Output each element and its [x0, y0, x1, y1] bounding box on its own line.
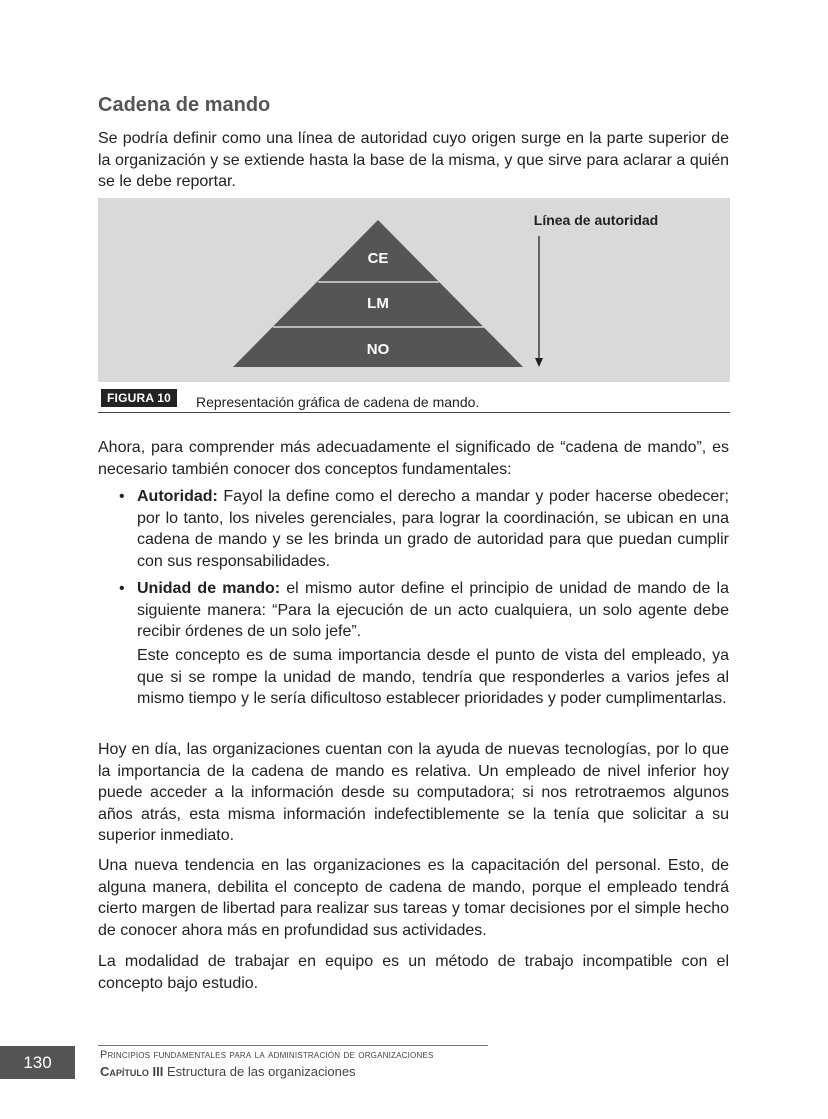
technology-paragraph: Hoy en día, las organizaciones cuentan con la ayuda de nuevas tecnologías, por lo que la importancia de la cadena de mando es relativa. Un empleado de nivel inferior hoy puede acceder a la información desde su computadora; si nos retrotraemos algunos años atrás, esta misma información indefectiblemente se la tenía que solicitar a su superior inmediato. [98, 741, 729, 844]
intro-paragraph: Se podría definir como una línea de autoridad cuyo origen surge en la parte superior de la organización y se extiende hasta la base de la misma, y que sirve para aclarar a quién se le debe reportar. [98, 130, 729, 190]
term-autoridad: Autoridad: [137, 488, 218, 505]
authority-arrow-head [535, 358, 543, 367]
pyramid-diagram [98, 198, 730, 382]
footer-divider [98, 1045, 488, 1046]
concepts-intro-paragraph: Ahora, para comprender más adecuadamente el significado de “cadena de mando”, es necesario también conocer dos conceptos fundamentales: [98, 439, 729, 478]
bullet-dot: • [119, 488, 125, 505]
figure-caption: Representación gráfica de cadena de mando. [196, 394, 480, 410]
definition-autoridad: Fayol la define como el derecho a mandar y poder hacerse obedecer; por lo tanto, los niveles gerenciales, para lograr la coordinación, se ubican en una cadena de mando y se les brinda un grado de autoridad para que puedan cumplir con sus responsabilidades. [137, 488, 729, 570]
page-number: 130 [0, 1046, 75, 1079]
section-heading: Cadena de mando [98, 94, 271, 116]
list-item-unidad-de-mando [114, 578, 729, 643]
footer-chapter-title: Estructura de las organizaciones [163, 1064, 356, 1079]
teamwork-paragraph: La modalidad de trabajar en equipo es un método de trabajo incompatible con el concepto bajo estudio. [98, 953, 729, 992]
level-no-label: NO [366, 341, 390, 358]
concepts-list [114, 486, 729, 643]
term-unidad-de-mando: Unidad de mando: [137, 580, 281, 597]
footer-chapter [100, 1064, 356, 1079]
footer-book-title: Principios fundamentales para la administración de organizaciones [100, 1049, 434, 1061]
unidad-de-mando-followup: Este concepto es de suma importancia desde el punto de vista del empleado, ya que si se rompe la unidad de mando, tendría que responderles a varios jefes al mismo tiempo y le sería dificultoso establecer prioridades y poder cumplimentarlas. [137, 647, 729, 707]
figure-chain-of-command [98, 198, 730, 382]
level-lm-label: LM [367, 295, 389, 312]
figure-caption-row [98, 388, 730, 413]
level-ce-label: CE [367, 250, 389, 267]
authority-line-label: Línea de autoridad [533, 212, 659, 228]
bullet-dot: • [119, 580, 125, 597]
list-item-autoridad [114, 486, 729, 572]
training-paragraph: Una nueva tendencia en las organizaciones es la capacitación del personal. Esto, de alguna manera, debilita el concepto de cadena de mando, porque el empleado tendrá cierto margen de libertad para realizar sus tareas y tomar decisiones por el simple hecho de conocer ahora más en profundidad sus actividades. [98, 857, 729, 939]
footer-chapter-label: Capítulo III [100, 1064, 164, 1079]
figure-label: FIGURA 10 [101, 389, 177, 407]
definition-unidad-de-mando: el mismo autor define el principio de unidad de mando de la siguiente manera: “Para la ejecución de un acto cualquiera, un solo agente debe recibir órdenes de un solo jefe”. [137, 580, 729, 640]
